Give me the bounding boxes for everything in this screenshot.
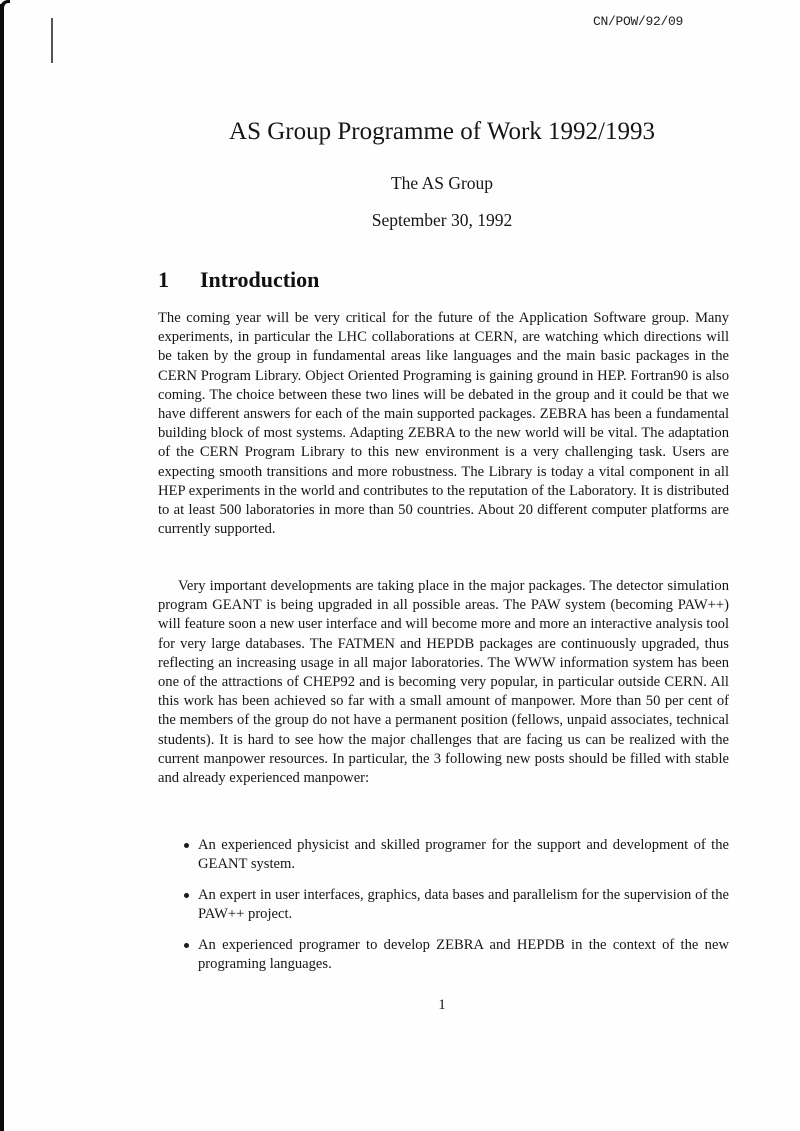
page-number: 1	[438, 997, 446, 1013]
bullet-icon	[184, 943, 189, 948]
bullet-icon	[184, 893, 189, 898]
bullet-list	[158, 836, 729, 986]
paragraph: Very important developments are taking place in the major packages. The detector simulation program GEANT is being upgraded in all possible areas. The PAW system (becoming PAW++) will feature soon a new user interface and will become more and more an interactive analysis tool for very large databases. The FATMEN and HEPDB packages are continuously upgraded, thus reflecting an increasing usage in all major laboratories. The WWW information system has been one of the attractions of CHEP92 and is becoming very popular, in particular outside CERN. All this work has been achieved so far with a small amount of manpower. More than 50 per cent of the members of the group do not have a permanent position (fellows, unpaid associates, technical students). It is hard to see how the major challenges that are facing us can be realized with the current manpower resources. In particular, the 3 following new posts should be filled with stable and already experienced manpower:	[158, 578, 729, 787]
section-number: 1	[158, 267, 169, 292]
list-item-text: An experienced programer to develop ZEBRA and HEPDB in the context of the new programing languages.	[198, 936, 729, 973]
bullet-icon	[184, 843, 189, 848]
section-heading	[158, 267, 319, 293]
document-date: September 30, 1992	[371, 210, 513, 230]
paragraph: The coming year will be very critical for the future of the Application Software group. Many experiments, in particular the LHC collaborations at CERN, are watching which directions will be taken by the group in fundamental areas like languages and the main basic packages in the CERN Program Library. Object Oriented Programing is gaining ground in HEP. Fortran90 is also coming. The choice between these two lines will be debated in the group and it could be that we have different answers for each of the main supported packages. ZEBRA has been a fundamental building block of most systems. Adapting ZEBRA to the new world will be vital. The adaptation of the CERN Program Library to this new environment is a very challenging task. Users are expecting smooth transitions and more robustness. The Library is today a vital component in all HEP experiments in the world and contributes to the reputation of the Laboratory. It is distributed to at least 500 laboratories in more than 50 countries. About 20 different computer platforms are currently supported.	[158, 310, 729, 538]
scan-border-corner	[0, 0, 10, 10]
document-reference: CN/POW/92/09	[593, 14, 684, 29]
section-title: Introduction	[200, 267, 320, 292]
list-item-text: An expert in user interfaces, graphics, data bases and parallelism for the supervision of the PAW++ project.	[198, 886, 729, 923]
document-author: The AS Group	[390, 173, 494, 193]
list-item	[158, 836, 729, 874]
list-item	[158, 886, 729, 924]
scan-mark	[51, 18, 53, 63]
list-item-text: An experienced physicist and skilled programer for the support and development of the GEANT system.	[198, 837, 729, 873]
list-item	[158, 936, 729, 974]
document-title: AS Group Programme of Work 1992/1993	[229, 118, 655, 145]
